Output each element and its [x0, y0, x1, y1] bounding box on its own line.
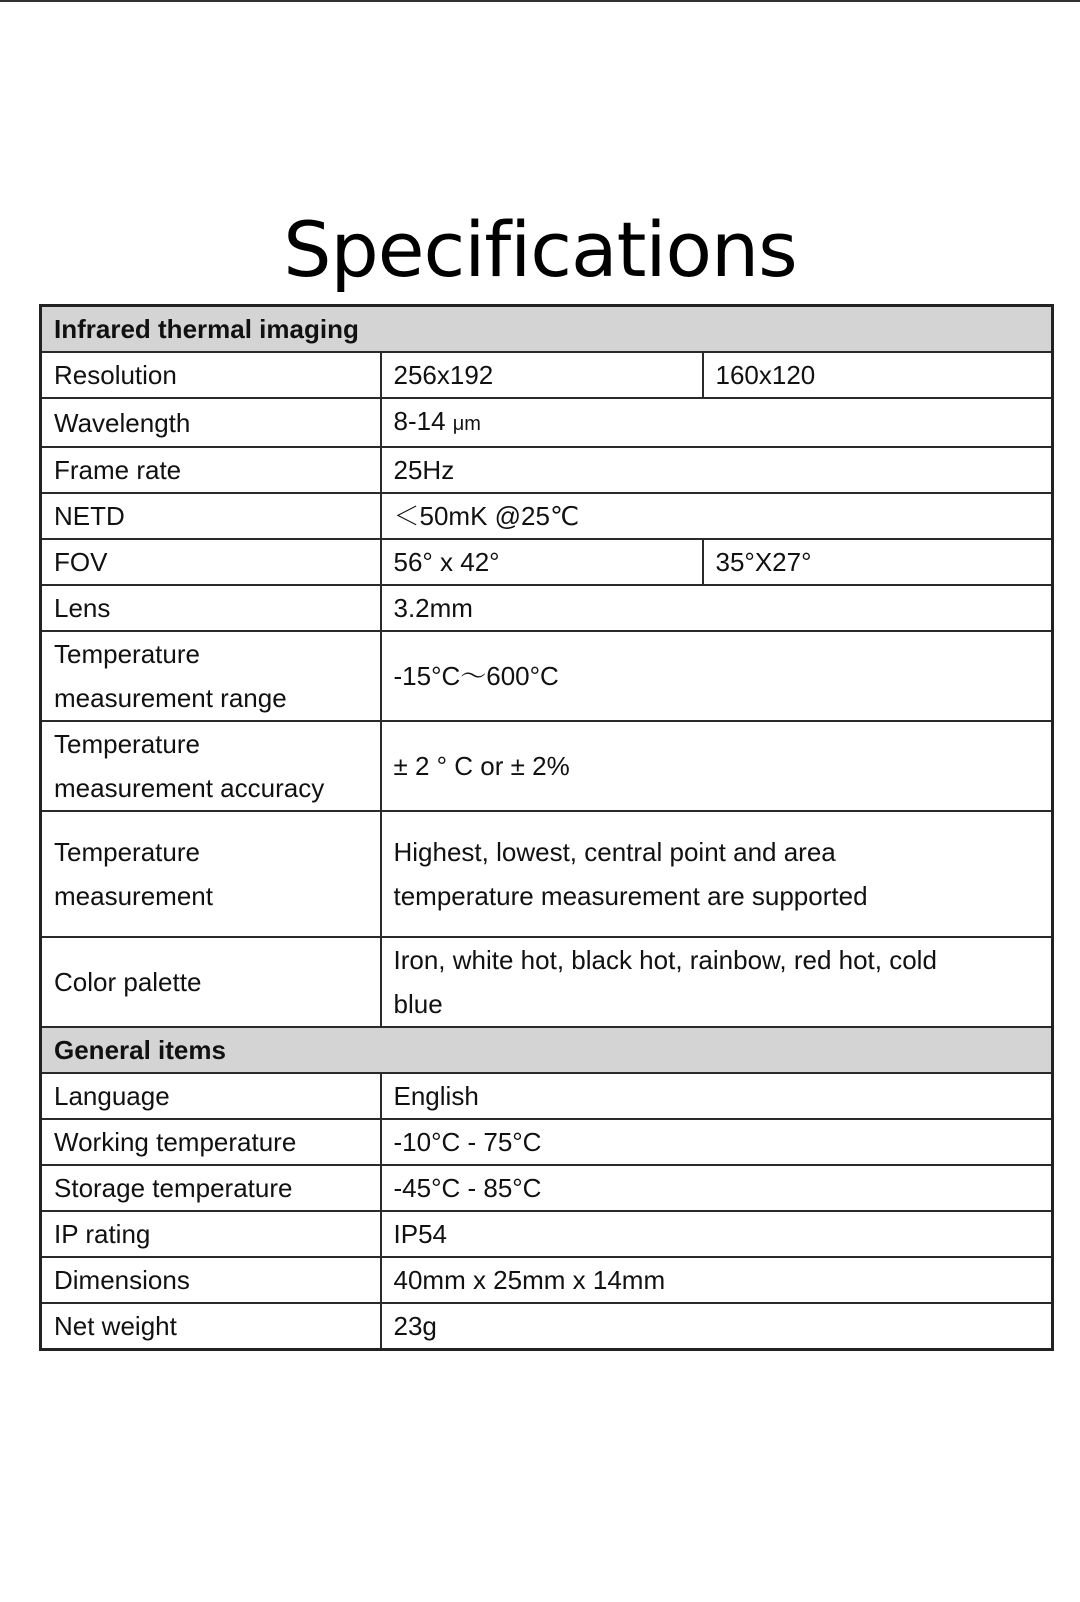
section-heading-infrared: Infrared thermal imaging: [41, 306, 1053, 353]
value-line: blue: [393, 989, 443, 1019]
page-title: Specifications: [283, 205, 797, 294]
table-row: [41, 811, 1053, 937]
spec-value-temperature-accuracy: ± 2 ° C or ± 2%: [381, 721, 1053, 811]
spec-label-ip-rating: IP rating: [41, 1211, 381, 1257]
table-row: [41, 937, 1053, 1027]
wavelength-number: 8-14: [393, 406, 446, 436]
section-header-row: [41, 1027, 1053, 1073]
spec-value-fov-1: 56° x 42°: [381, 539, 703, 585]
label-line: Temperature: [54, 729, 200, 759]
label-line: Temperature: [54, 837, 200, 867]
table-row: [41, 493, 1053, 539]
spec-value-working-temperature: -10°C - 75°C: [381, 1119, 1053, 1165]
spec-label-temperature-range: [41, 631, 381, 721]
table-row: [41, 631, 1053, 721]
spec-label-netd: NETD: [41, 493, 381, 539]
section-heading-general: General items: [41, 1027, 1053, 1073]
label-line: Temperature: [54, 639, 200, 669]
value-line: temperature measurement are supported: [393, 881, 868, 911]
label-line: measurement accuracy: [54, 773, 325, 803]
specifications-table: [39, 304, 1054, 1351]
table-row: [41, 1303, 1053, 1350]
table-row: [41, 447, 1053, 493]
spec-value-temperature-range: -15°C～600°C: [381, 631, 1053, 721]
table-row: [41, 352, 1053, 398]
table-row: [41, 1257, 1053, 1303]
label-line: measurement range: [54, 683, 287, 713]
wavelength-unit: μm: [452, 413, 481, 435]
section-header-row: [41, 306, 1053, 353]
spec-value-color-palette: [381, 937, 1053, 1027]
top-divider: [0, 0, 1080, 2]
spec-value-fov-2: 35°X27°: [703, 539, 1053, 585]
spec-value-temperature-measurement: [381, 811, 1053, 937]
spec-label-wavelength: Wavelength: [41, 398, 381, 447]
spec-label-language: Language: [41, 1073, 381, 1119]
spec-label-color-palette: Color palette: [41, 937, 381, 1027]
table-row: [41, 1119, 1053, 1165]
spec-label-working-temperature: Working temperature: [41, 1119, 381, 1165]
spec-value-netd: ＜50mK @25℃: [381, 493, 1053, 539]
spec-value-dimensions: 40mm x 25mm x 14mm: [381, 1257, 1053, 1303]
table-row: [41, 539, 1053, 585]
spec-value-net-weight: 23g: [381, 1303, 1053, 1350]
spec-label-storage-temperature: Storage temperature: [41, 1165, 381, 1211]
spec-label-frame-rate: Frame rate: [41, 447, 381, 493]
table-row: [41, 585, 1053, 631]
value-line: Iron, white hot, black hot, rainbow, red hot, cold: [393, 945, 937, 975]
spec-value-language: English: [381, 1073, 1053, 1119]
value-line: Highest, lowest, central point and area: [393, 837, 836, 867]
table-row: [41, 1165, 1053, 1211]
spec-value-wavelength: [381, 398, 1053, 447]
label-line: measurement: [54, 881, 213, 911]
spec-label-fov: FOV: [41, 539, 381, 585]
spec-label-net-weight: Net weight: [41, 1303, 381, 1350]
spec-label-resolution: Resolution: [41, 352, 381, 398]
spec-value-frame-rate: 25Hz: [381, 447, 1053, 493]
spec-value-resolution-1: 256x192: [381, 352, 703, 398]
spec-label-lens: Lens: [41, 585, 381, 631]
spec-value-lens: 3.2mm: [381, 585, 1053, 631]
table-row: [41, 721, 1053, 811]
table-row: [41, 1073, 1053, 1119]
spec-value-resolution-2: 160x120: [703, 352, 1053, 398]
table-row: [41, 1211, 1053, 1257]
spec-value-ip-rating: IP54: [381, 1211, 1053, 1257]
spec-label-temperature-measurement: [41, 811, 381, 937]
spec-label-dimensions: Dimensions: [41, 1257, 381, 1303]
spec-label-temperature-accuracy: [41, 721, 381, 811]
table-row: [41, 398, 1053, 447]
spec-value-storage-temperature: -45°C - 85°C: [381, 1165, 1053, 1211]
